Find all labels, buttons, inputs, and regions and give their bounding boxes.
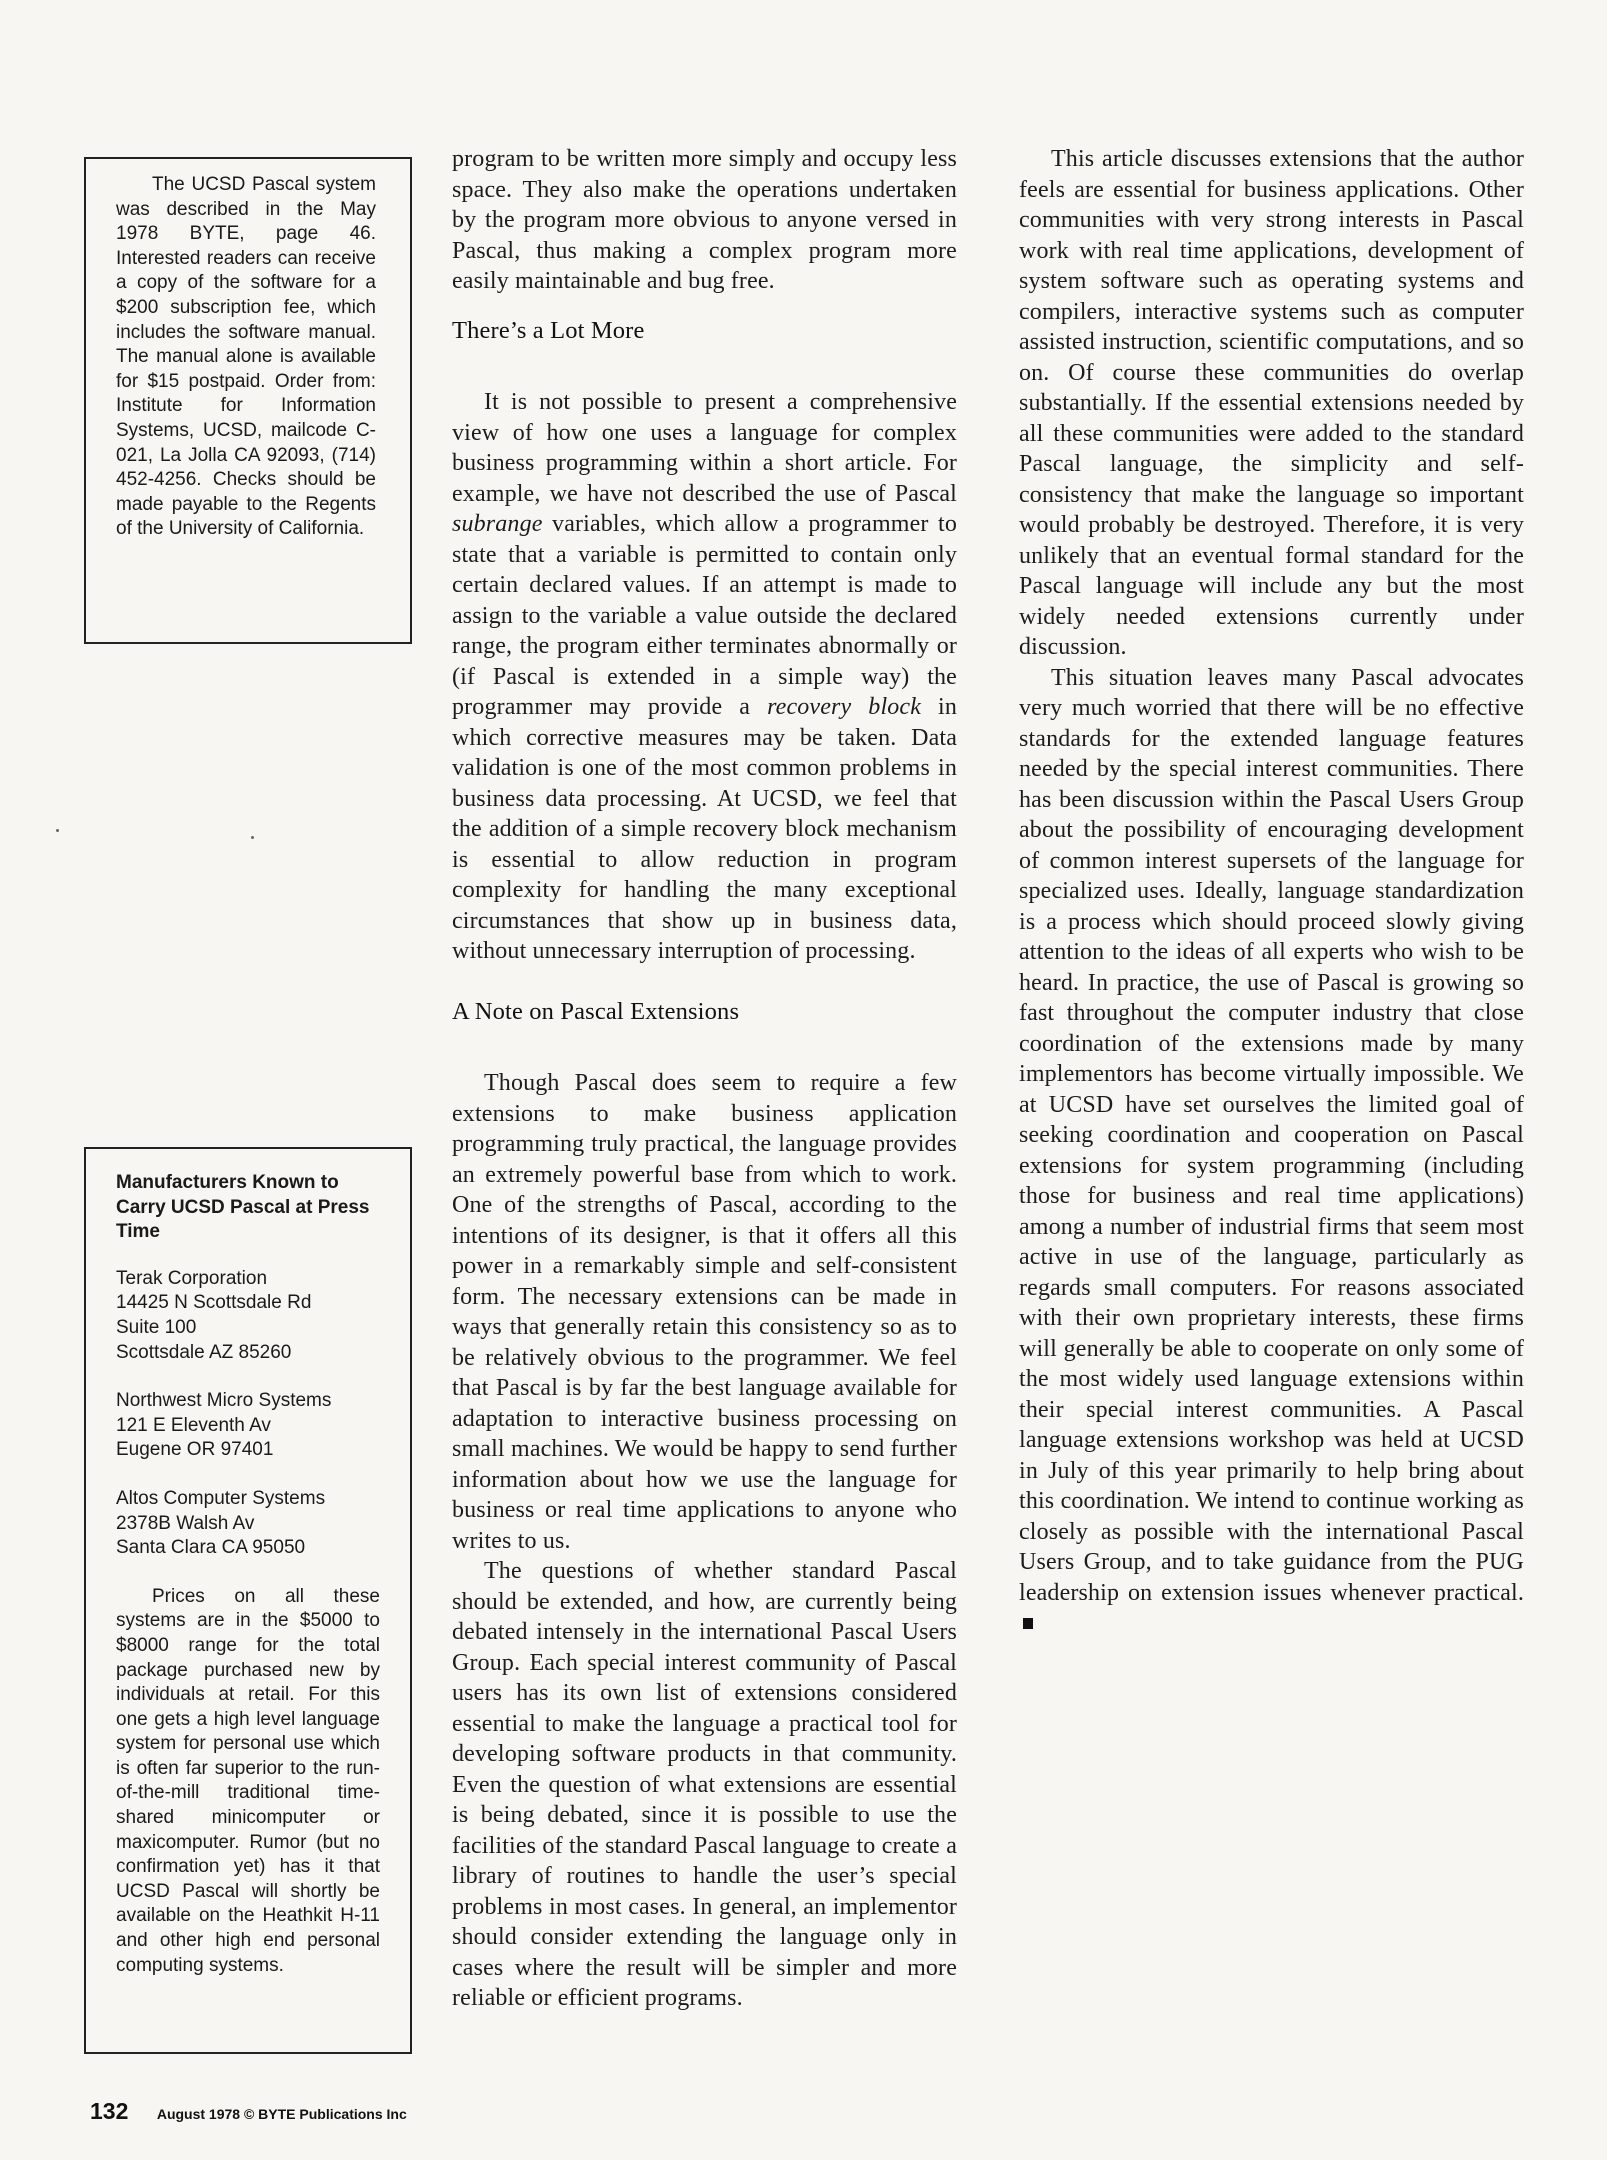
- company-name: Altos Computer Systems: [116, 1487, 326, 1509]
- company-street: 2378B Walsh Av: [116, 1512, 255, 1534]
- section-heading-more: There’s a Lot More: [452, 316, 645, 344]
- company-address: [116, 1389, 380, 1463]
- text-run: variables, which allow a programmer to state that a variable is permitted to contain only certain declared values. If an attempt is made to assign to the variable a value outside the declared range, the program either terminates abnormally or (if Pascal is extended in a simple way) the programmer may provide a: [452, 511, 957, 720]
- company-address: [116, 1487, 380, 1561]
- article-paragraph: program to be written more simply and occupy less space. They also make the operations undertaken by the program more obvious to anyone versed in Pascal, thus making a complex program more easily maintainable and bug free.: [452, 146, 957, 294]
- section-heading-extensions: A Note on Pascal Extensions: [452, 997, 740, 1025]
- sidebar-box-ucsd-info: [84, 157, 412, 644]
- article-paragraph: Though Pascal does seem to require a few extensions to make business application programming truly practical, the language provides an extremely powerful base from which to work. One of the strengths of Pascal, according to the intentions of its designer, is that it offers all this power in a remarkably simple and self-consistent form. The necessary extensions can be made in ways that generally retain this consistency so as to be relatively obvious to the programmer. We feel that Pascal is by far the best language available for adaptation to interactive business processing on small machines. We would be happy to send further information about how we use the language for business or real time applications to anyone who writes to us.: [452, 1070, 957, 1554]
- article-paragraph: This article discusses extensions that the author feels are essential for business applications. Other communities with very strong interests in Pascal work with real time applications, development of system software such as operating systems and compilers, interactive systems such as computer assisted instruction, scientific computations, and so on. Of course these communities do overlap substantially. If the essential extensions needed by all these communities were added to the standard Pascal language, the simplicity and self-consistency that make the language so important would probably be destroyed. Therefore, it is very unlikely that an eventual formal standard for the Pascal language will include any but the most widely needed extensions currently under discussion.: [1019, 146, 1524, 660]
- box-ucsd-text: The UCSD Pascal system was described in the May 1978 BYTE, page 46. Interested readers can receive a copy of the software for a $200 subscription fee, which includes the software manual. The manual alone is available for $15 postpaid. Order from: Institute for Information Systems, UCSD, mailcode C-021, La Jolla CA 92093, (714) 452-4256. Checks should be made payable to the Regents of the University of California.: [116, 174, 376, 540]
- page-number: 132: [90, 2098, 129, 2124]
- company-street: 14425 N Scottsdale Rd: [116, 1292, 312, 1314]
- print-speck: [56, 829, 59, 832]
- page-footer: [90, 2098, 407, 2125]
- text-run: It is not possible to present a comprehensive view of how one uses a language for complex business programming within a short article. For example, we have not described the use of Pascal: [452, 389, 957, 507]
- company-city: Santa Clara CA 95050: [116, 1537, 306, 1559]
- article-paragraph: The questions of whether standard Pascal should be extended, and how, are currently being debated intensely in the international Pascal Users Group. Each special interest community of Pascal users has its own list of extensions considered essential to make the language a practical tool for developing software products in that community. Even the question of what extensions are essential is being debated, since it is possible to use the facilities of the standard Pascal language to create a library of routines to handle the user’s special problems in most cases. In general, an implementor should consider extending the language only in cases where the result will be simpler and more reliable or efficient programs.: [452, 1558, 957, 2011]
- sidebar-box-manufacturers: [84, 1147, 412, 2054]
- company-name: Northwest Micro Systems: [116, 1390, 332, 1412]
- box-manufacturers-note: Prices on all these systems are in the $5000 to $8000 range for the total package purchased new by individuals at retail. For this one gets a high level language system for personal use which is often far superior to the run-of-the-mill traditional time-shared minicomputer or maxicomputer. Rumor (but no confirmation yet) has it that UCSD Pascal will shortly be available on the Heathkit H-11 and other high end personal computing systems.: [116, 1585, 380, 1976]
- company-name: Terak Corporation: [116, 1267, 268, 1289]
- text-run: This situation leaves many Pascal advocates very much worried that there will be no effective standards for the extended language features needed by the special interest communities. There has been discussion within the Pascal Users Group about the possibility of encouraging development of common interest supersets of the language for specialized uses. Ideally, language standardization is a process which should proceed slowly giving attention to the ideas of all experts who wish to be heard. In practice, the use of Pascal is growing so fast throughout the computer industry that close coordination of the extensions made by many implementors has become virtually impossible. We at UCSD have set ourselves the limited goal of seeking coordination and cooperation on Pascal extensions for system programming (including those for business and real time applications) among a number of industrial firms that seem most active in use of the language, particularly as regards small computers. For reasons associated with their own proprietary interests, these firms will generally be able to cooperate on only some of the most widely used language extensions within their special interest communities. A Pascal language extensions workshop was held at UCSD in July of this year primarily to help bring about this coordination. We intend to continue working as closely as possible with the international Pascal Users Group, and to take guidance from the PUG leadership on extension issues whenever practical.: [1019, 664, 1524, 1606]
- box-manufacturers-title: Manufacturers Known to Carry UCSD Pascal at Press Time: [116, 1172, 370, 1243]
- emphasis-subrange: subrange: [452, 511, 543, 537]
- article-column-2: [1019, 144, 1524, 1639]
- end-of-article-mark: [1023, 1618, 1033, 1629]
- text-run: in which corrective measures may be taken. Data validation is one of the most common problems in business data processing. At UCSD, we feel that the addition of a simple recovery block mechanism is essential to allow reduction in program complexity for handling the many exceptional circumstances that show up in business data, without unnecessary interruption of processing.: [452, 694, 958, 964]
- emphasis-recovery-block: recovery block: [767, 694, 922, 720]
- article-column-1: [452, 144, 957, 2014]
- publication-credit: August 1978 © BYTE Publications Inc: [156, 2106, 407, 2122]
- print-speck: [251, 836, 254, 839]
- company-city: Eugene OR 97401: [116, 1439, 274, 1461]
- company-suite: Suite 100: [116, 1316, 197, 1338]
- company-street: 121 E Eleventh Av: [116, 1414, 271, 1436]
- article-paragraph: [1019, 663, 1524, 1639]
- article-paragraph: [452, 387, 957, 967]
- company-city: Scottsdale AZ 85260: [116, 1341, 292, 1363]
- company-address: [116, 1267, 380, 1365]
